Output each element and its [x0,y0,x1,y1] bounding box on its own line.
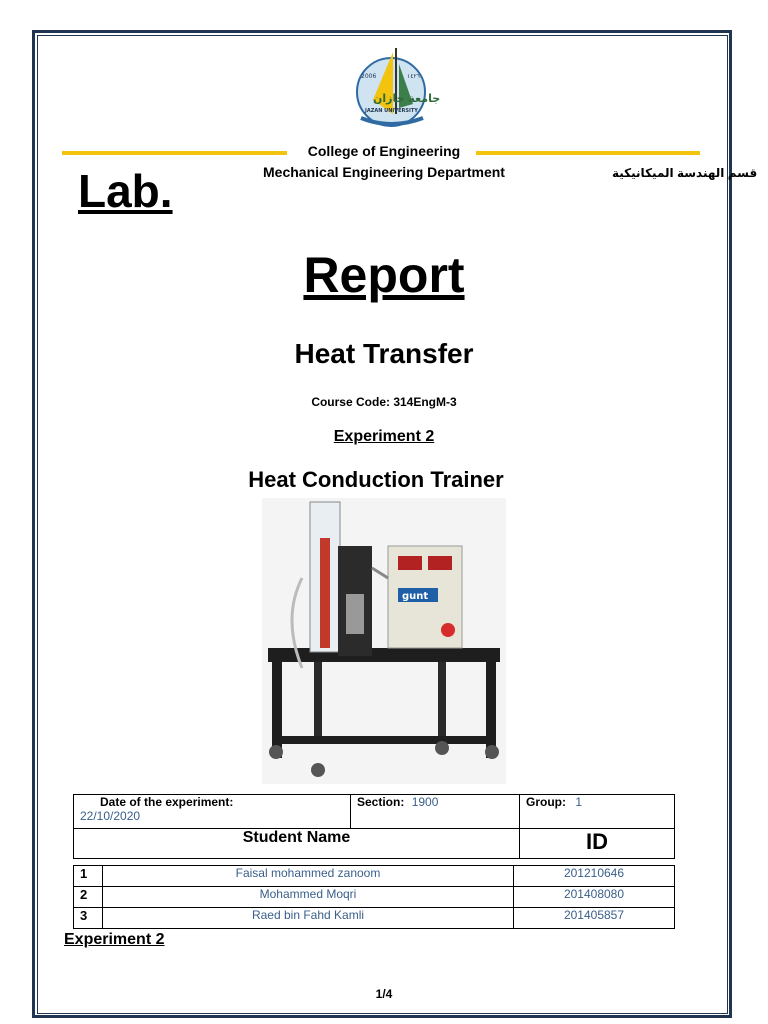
experiment-label: Experiment 2 [333,428,435,445]
university-logo [353,44,441,134]
logo-year-right: ١٤٢٦ [407,73,420,80]
section-value: 1900 [411,795,439,809]
student-name-header: Student Name [74,829,520,859]
logo-english-text: JAZAN UNIVERSITY [365,108,418,114]
date-value: 22/10/2020 [80,809,141,823]
report-title: Report [303,247,465,303]
student-name: Raed bin Fahd Kamli [103,908,514,929]
table-row [74,866,675,887]
table-row [74,887,675,908]
student-name: Faisal mohammed zanoom [103,866,514,887]
page-number: 1/4 [375,987,393,1001]
course-name: Heat Transfer [294,338,474,369]
course-code: Course Code: 314EngM-3 [311,395,457,409]
id-header: ID [520,829,675,859]
section-label: Section: [357,795,405,809]
logo-arabic-text: جامعة جازان [373,92,441,105]
department-name: Mechanical Engineering Department [263,164,505,180]
experiment-section-heading: Experiment 2 [64,931,165,948]
student-name: Mohammed Moqri [103,887,514,908]
student-info-table [73,794,675,859]
student-id: 201408080 [514,887,675,908]
group-label: Group: [526,795,566,809]
date-label: Date of the experiment: [100,795,234,809]
row-number: 2 [74,887,103,908]
student-rows-table [73,865,675,929]
student-id: 201405857 [514,908,675,929]
logo-year-left: 2006 [361,73,377,80]
experiment-name: Heat Conduction Trainer [248,467,504,492]
arabic-department: قسم الهندسة الميكانيكية [612,166,758,180]
row-number: 3 [74,908,103,929]
table-row [74,908,675,929]
college-name: College of Engineering [307,143,461,159]
gunt-brand-label: gunt [402,591,429,602]
student-id: 201210646 [514,866,675,887]
group-value: 1 [575,795,583,809]
row-number: 1 [74,866,103,887]
lab-title: Lab. [78,165,173,217]
heat-conduction-trainer-image [262,498,506,784]
